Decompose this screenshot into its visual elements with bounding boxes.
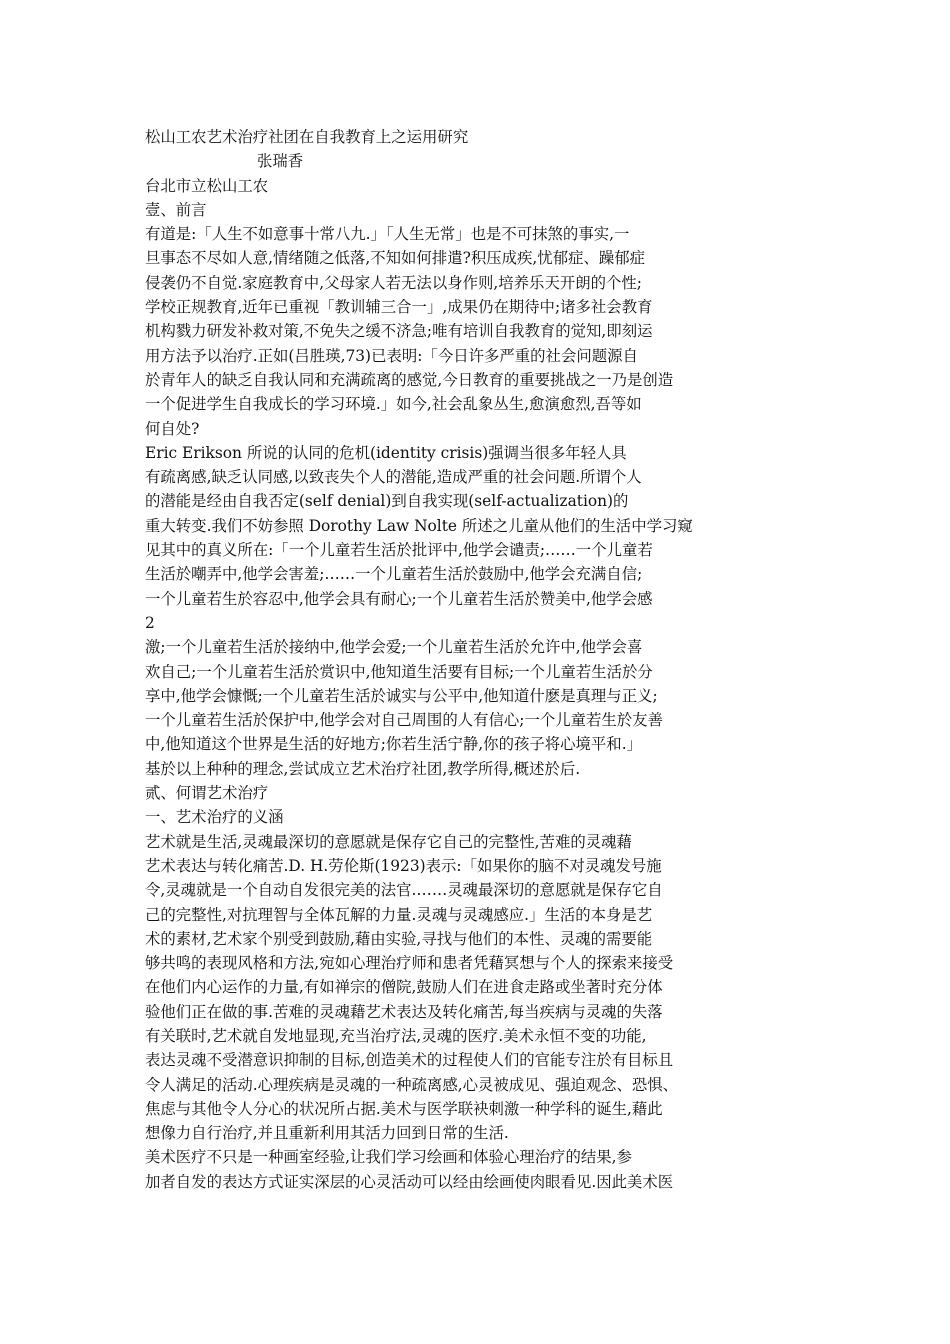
text-line: 一、艺术治疗的义涵 [145, 808, 284, 827]
text-line: 侵袭仍不自觉.家庭教育中,父母家人若无法以身作则,培养乐天开朗的个性; [145, 273, 642, 292]
text-line: 想像力自行治疗,并且重新利用其活力回到日常的生活. [145, 1124, 509, 1143]
document-body [145, 198, 935, 1194]
text-line: 享中,他学会慷慨;一个儿童若生活於诚实与公平中,他知道什麽是真理与正义; [145, 686, 658, 705]
text-line: 艺术就是生活,灵魂最深切的意愿就是保存它自己的完整性,苦难的灵魂藉 [145, 832, 632, 851]
text-line: 重大转变.我们不妨参照 Dorothy Law Nolte 所述之儿童从他们的生活中学习窥 [145, 516, 693, 535]
text-line: 令人满足的活动.心理疾病是灵魂的一种疏离感,心灵被成见、强迫观念、恐惧、 [145, 1075, 679, 1094]
text-line: 机构戮力研发补救对策,不免失之缓不济急;唯有培训自我教育的觉知,即刻运 [145, 322, 653, 341]
text-line: 有疏离感,缺乏认同感,以致丧失个人的潜能,造成严重的社会问题.所谓个人 [145, 468, 642, 487]
text-line: 2 [145, 613, 155, 632]
author-name: 张瑞香 [257, 152, 304, 171]
text-line: 艺术表达与转化痛苦.D. H.劳伦斯(1923)表示:「如果你的脑不对灵魂发号施 [145, 856, 662, 875]
text-line: 有关联时,艺术就自发地显现,充当治疗法,灵魂的医疗.美术永恒不变的功能, [145, 1026, 647, 1045]
text-line: 学校正规教育,近年已重视「教训辅三合一」,成果仍在期待中;诸多社会教育 [145, 298, 653, 317]
text-line: 己的完整性,对抗理智与全体瓦解的力量.灵魂与灵魂感应.」生活的本身是艺 [145, 905, 653, 924]
text-line: 欢自己;一个儿童若生活於赏识中,他知道生活要有目标;一个儿童若生活於分 [145, 662, 653, 681]
text-line: 美术医疗不只是一种画室经验,让我们学习绘画和体验心理治疗的结果,参 [145, 1148, 632, 1167]
text-line: 术的素材,艺术家个别受到鼓励,藉由实验,寻找与他们的本性、灵魂的需要能 [145, 929, 653, 948]
text-line: 用方法予以治疗.正如(吕胜瑛,73)已表明:「今日许多严重的社会问题源自 [145, 346, 638, 365]
text-line: 一个儿童若生活於保护中,他学会对自己周围的人有信心;一个儿童若生於友善 [145, 711, 663, 730]
document-title: 松山工农艺术治疗社团在自我教育上之运用研究 [145, 128, 469, 146]
text-line: 表达灵魂不受潜意识抑制的目标,创造美术的过程使人们的官能专注於有目标且 [145, 1051, 674, 1070]
text-line: 旦事态不尽如人意,情绪随之低落,不知如何排遣?积压成疾,忧郁症、躁郁症 [145, 249, 646, 268]
text-line: 壹、前言 [145, 200, 207, 219]
text-line: 一个儿童若生於容忍中,他学会具有耐心;一个儿童若生活於赞美中,他学会感 [145, 589, 653, 608]
text-line: 焦虑与其他令人分心的状况所占据.美术与医学联袂刺激一种学科的诞生,藉此 [145, 1099, 663, 1118]
text-line: Eric Erikson 所说的认同的危机(identity crisis)强调当很多年轻人具 [145, 443, 627, 462]
affiliation: 台北市立松山工农 [145, 176, 269, 195]
document-page [145, 125, 935, 1194]
text-line: 贰、何谓艺术治疗 [145, 784, 269, 803]
text-line: 何自处? [145, 419, 200, 438]
text-line: 够共鸣的表现风格和方法,宛如心理治疗师和患者凭藉冥想与个人的探索来接受 [145, 954, 674, 973]
text-line: 在他们内心运作的力量,有如禅宗的僧院,鼓励人们在进食走路或坐著时充分体 [145, 978, 663, 997]
text-line: 见其中的真义所在:「一个儿童若生活於批评中,他学会谴责;……一个儿童若 [145, 541, 653, 560]
text-line: 於青年人的缺乏自我认同和充满疏离的感觉,今日教育的重要挑战之一乃是创造 [145, 370, 674, 389]
text-line: 激;一个儿童若生活於接纳中,他学会爱;一个儿童若生活於允许中,他学会喜 [145, 638, 643, 657]
text-line: 有道是:「人生不如意事十常八九.」「人生无常」也是不可抹煞的事实,一 [145, 225, 630, 244]
text-line: 基於以上种种的理念,尝试成立艺术治疗社团,教学所得,概述於后. [145, 759, 581, 778]
text-line: 加者自发的表达方式证实深层的心灵活动可以经由绘画使肉眼看见.因此美术医 [145, 1172, 674, 1191]
text-line: 的潜能是经由自我否定(self denial)到自我实现(self-actualization)的 [145, 492, 629, 511]
text-line: 一个促进学生自我成长的学习环境.」如今,社会乱象丛生,愈演愈烈,吾等如 [145, 395, 642, 414]
text-line: 中,他知道这个世界是生活的好地方;你若生活宁静,你的孩子将心境平和.」 [145, 735, 642, 754]
text-line: 验他们正在做的事.苦难的灵魂藉艺术表达及转化痛苦,每当疾病与灵魂的失落 [145, 1002, 663, 1021]
text-line: 令,灵魂就是一个自动自发很完美的法官.……灵魂最深切的意愿就是保存它自 [145, 881, 663, 900]
text-line: 生活於嘲弄中,他学会害羞;……一个儿童若生活於鼓励中,他学会充满自信; [145, 565, 643, 584]
